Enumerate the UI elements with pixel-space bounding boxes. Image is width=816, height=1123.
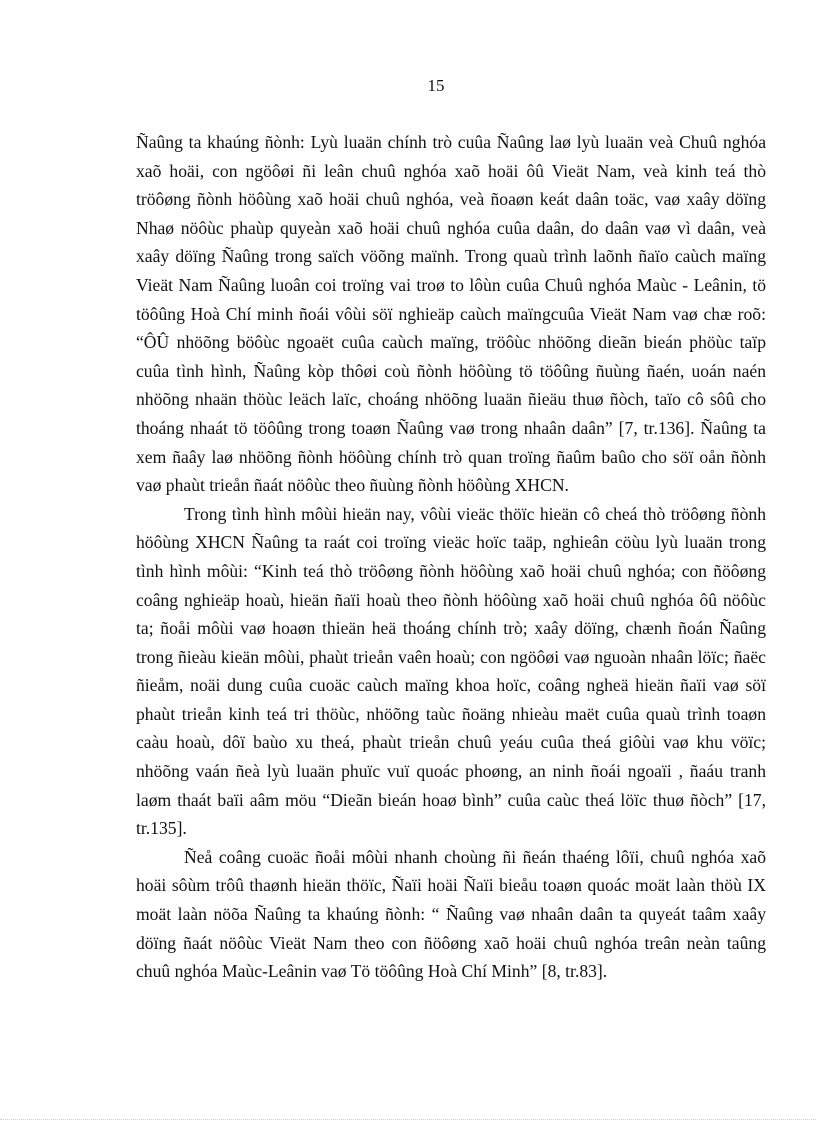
paragraph-1: Ñaûng ta khaúng ñònh: Lyù luaän chính trò cuûa Ñaûng laø lyù luaän veà Chuû nghóa xaõ hoäi, con ngöôøi ñi leân chuû nghóa xaõ hoäi ôû Vieät Nam, veà kinh teá thò tröôøng ñònh höôùng xaõ hoäi chuû nghóa, veà ñoaøn keát daân toäc, vaø xaây döïng Nhaø nöôùc phaùp quyeàn xaõ hoäi chuû nghóa cuûa daân, do daân vaø vì daân, veà xaây döïng Ñaûng trong saïch vöõng maïnh. Trong quaù trình laõnh ñaïo caùch maïng Vieät Nam Ñaûng luoân coi troïng vai troø to lôùn cuûa Chuû nghóa Maùc - Leânin, tö töôûng Hoà Chí minh ñoái vôùi söï nghieäp caùch maïngcuûa Vieät Nam vaø chæ roõ: “ÔÛ nhöõng böôùc ngoaët cuûa caùch maïng, tröôùc nhöõng dieãn bieán phöùc taïp cuûa tình hình, Ñaûng kòp thôøi coù ñònh höôùng tö töôûng ñuùng ñaén, uoán naén nhöõng nhaän thöùc leäch laïc, choáng nhöõng luaän ñieäu thuø ñòch, taïo cô sôû cho thoáng nhaát tö töôûng trong toaøn Ñaûng vaø trong nhaân daân” [7, tr.136]. Ñaûng ta xem ñaây laø nhöõng ñònh höôùng chính trò quan troïng ñaûm baûo cho söï oån ñònh vaø phaùt trieån ñaát nöôùc theo ñuùng ñònh höôùng XHCN. (136, 132, 766, 496)
paragraph-2: Trong tình hình môùi hieän nay, vôùi vieäc thöïc hieän cô cheá thò tröôøng ñònh höôùng XHCN Ñaûng ta raát coi troïng vieäc hoïc taäp, nghieân cöùu lyù luaän trong tình hình môùi: “Kinh teá thò tröôøng ñònh höôùng xaõ hoäi chuû nghóa; con ñöôøng coâng nghieäp hoaù, hieän ñaïi hoaù theo ñònh höôùng xaõ hoäi chuû nghóa ôû nöôùc ta; ñoåi môùi vaø hoaøn thieän heä thoáng chính trò; xaây döïng, chænh ñoán Ñaûng trong ñieàu kieän môùi, phaùt trieån vaên hoaù; con ngöôøi vaø nguoàn nhaân löïc; ñaëc ñieåm, noäi dung cuûa cuoäc caùch maïng khoa hoïc, coâng ngheä hieän ñaïi vaø söï phaùt trieån kinh teá tri thöùc, nhöõng taùc ñoäng nhieàu maët cuûa quaù trình toaøn caàu hoaù, dôï baùo xu theá, phaùt trieån chuû yeáu cuûa theá giôùi vaø khu vöïc; nhöõng vaán ñeà lyù luaän phuïc vuï quoác phoøng, an ninh ñoái ngoaïi , ñaáu tranh laøm thaát baïi aâm möu “Dieãn bieán hoaø bình” cuûa caùc theá löïc thuø ñòch” [17, tr.135]. (136, 503, 766, 839)
paragraph-3: Ñeå coâng cuoäc ñoåi môùi nhanh choùng ñi ñeán thaéng lôïi, chuû nghóa xaõ hoäi sôùm trôû thaønh hieän thöïc, Ñaïi hoäi Ñaïi bieåu toaøn quoác moät laàn thöù IX moät laàn nöõa Ñaûng ta khaúng ñònh: “ Ñaûng vaø nhaân daân ta quyeát taâm xaây döïng ñaát nöôùc Vieät Nam theo con ñöôøng xaõ hoäi chuû nghóa treân neàn taûng chuû nghóa Maùc-Leânin vaø Tö töôûng Hoà Chí Minh” [8, tr.83]. (136, 846, 766, 982)
page-number: 15 (427, 76, 445, 95)
bottom-dotted-border (0, 1119, 816, 1120)
body-text (136, 128, 766, 986)
